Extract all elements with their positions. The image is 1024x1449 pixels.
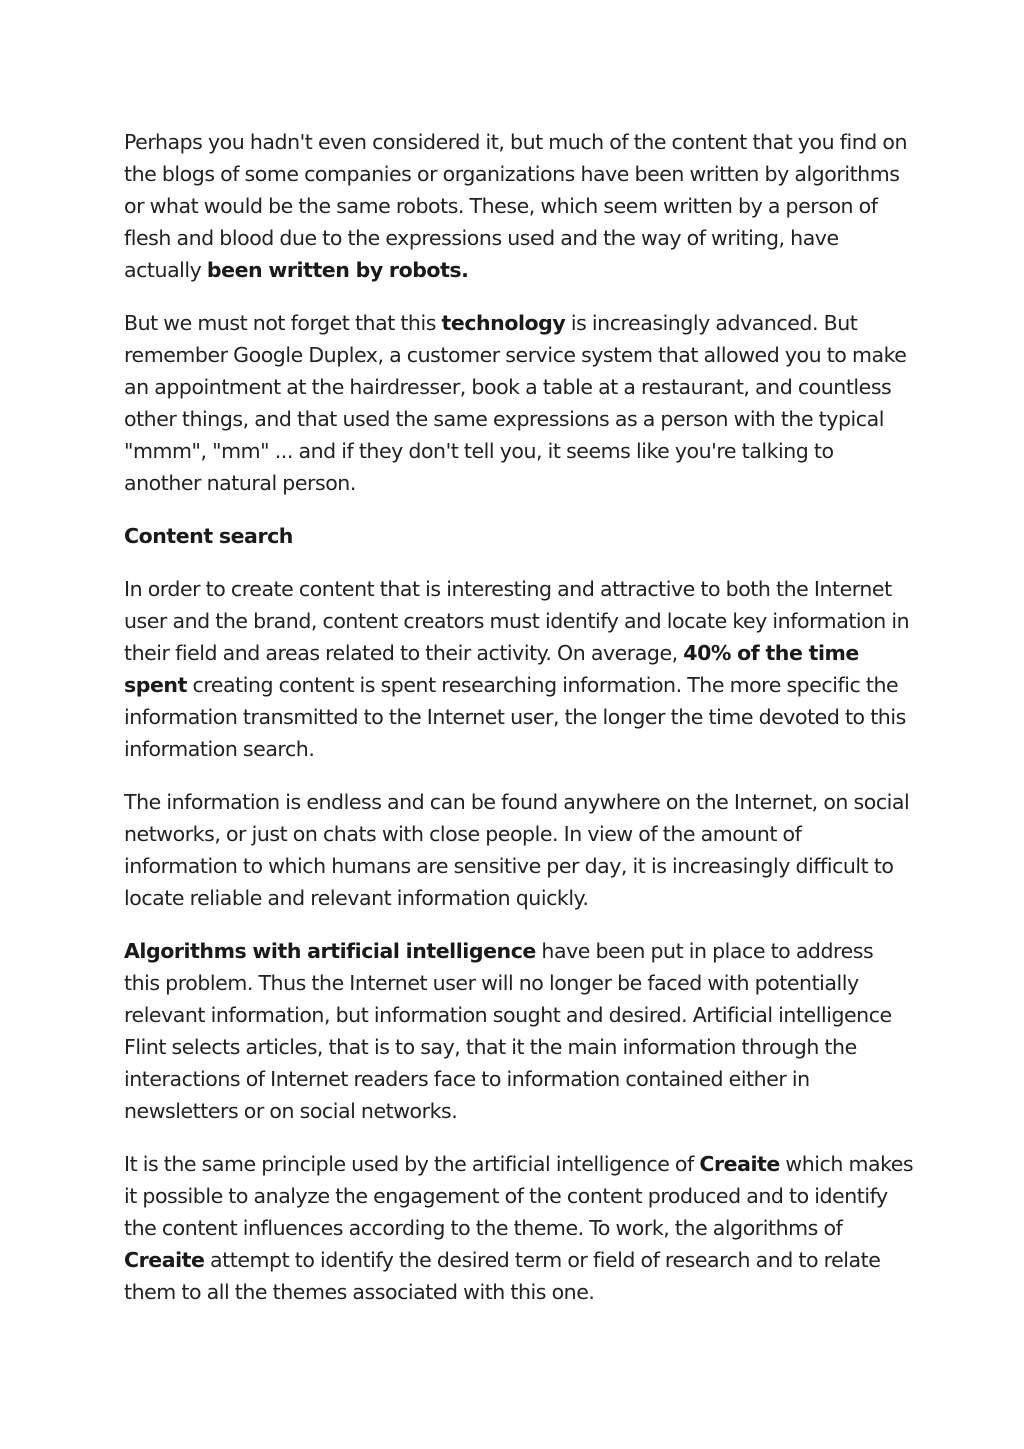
paragraph-robots-writing — [124, 126, 914, 286]
paragraph-bold-text: 40% of the time spent — [124, 641, 859, 697]
paragraph-bold-text: Creaite — [124, 1248, 205, 1272]
section-heading: Content search — [124, 524, 293, 548]
paragraph-creaite — [124, 1148, 914, 1308]
paragraph-text: attempt to identify the desired term or field of research and to relate them to all the themes associated with this one. — [124, 1248, 881, 1304]
paragraph-bold-text: Creaite — [699, 1152, 780, 1176]
paragraph-text: which makes it possible to analyze the engagement of the content produced and to identify the content influences according to the theme. To work, the algorithms of — [124, 1152, 914, 1240]
document-page — [124, 126, 914, 1329]
paragraph-endless-information — [124, 786, 914, 914]
paragraph-text: have been put in place to address this problem. Thus the Internet user will no longer be faced with potentially relevant information, but information sought and desired. Artificial intelligence Flint selects articles, that is to say, that it the main information through the interactions of Internet readers face to information contained either in newsletters or on social networks. — [124, 939, 892, 1123]
paragraph-text: creating content is spent researching information. The more specific the information transmitted to the Internet user, the longer the time devoted to this information search. — [124, 673, 906, 761]
paragraph-text: But we must not forget that this — [124, 311, 442, 335]
paragraph-bold-text: been written by robots. — [206, 258, 469, 282]
paragraph-bold-text: Algorithms with artificial intelligence — [124, 939, 536, 963]
paragraph-content-creators — [124, 573, 914, 765]
paragraph-text: is increasingly advanced. But remember Google Duplex, a customer service system that allowed you to make an appointment at the hairdresser, book a table at a restaurant, and countless other things, and that used the same expressions as a person with the typical "mmm", "mm" ... and if they don't tell you, it seems like you're talking to another natural person. — [124, 311, 907, 495]
paragraph-text: Perhaps you hadn't even considered it, but much of the content that you find on the blogs of some companies or organizations have been written by algorithms or what would be the same robots. These, which seem written by a person of flesh and blood due to the expressions used and the way of writing, have actually — [124, 130, 908, 282]
paragraph-text: It is the same principle used by the artificial intelligence of — [124, 1152, 700, 1176]
paragraph-technology — [124, 307, 914, 499]
paragraph-text: In order to create content that is interesting and attractive to both the Internet user and the brand, content creators must identify and locate key information in their field and areas related to their activity. On average, — [124, 577, 910, 665]
paragraph-bold-text: technology — [441, 311, 566, 335]
paragraph-text: The information is endless and can be found anywhere on the Internet, on social networks, or just on chats with close people. In view of the amount of information to which humans are sensitive per day, it is increasingly difficult to locate reliable and relevant information quickly. — [124, 790, 910, 910]
paragraph-ai-algorithms — [124, 935, 914, 1127]
